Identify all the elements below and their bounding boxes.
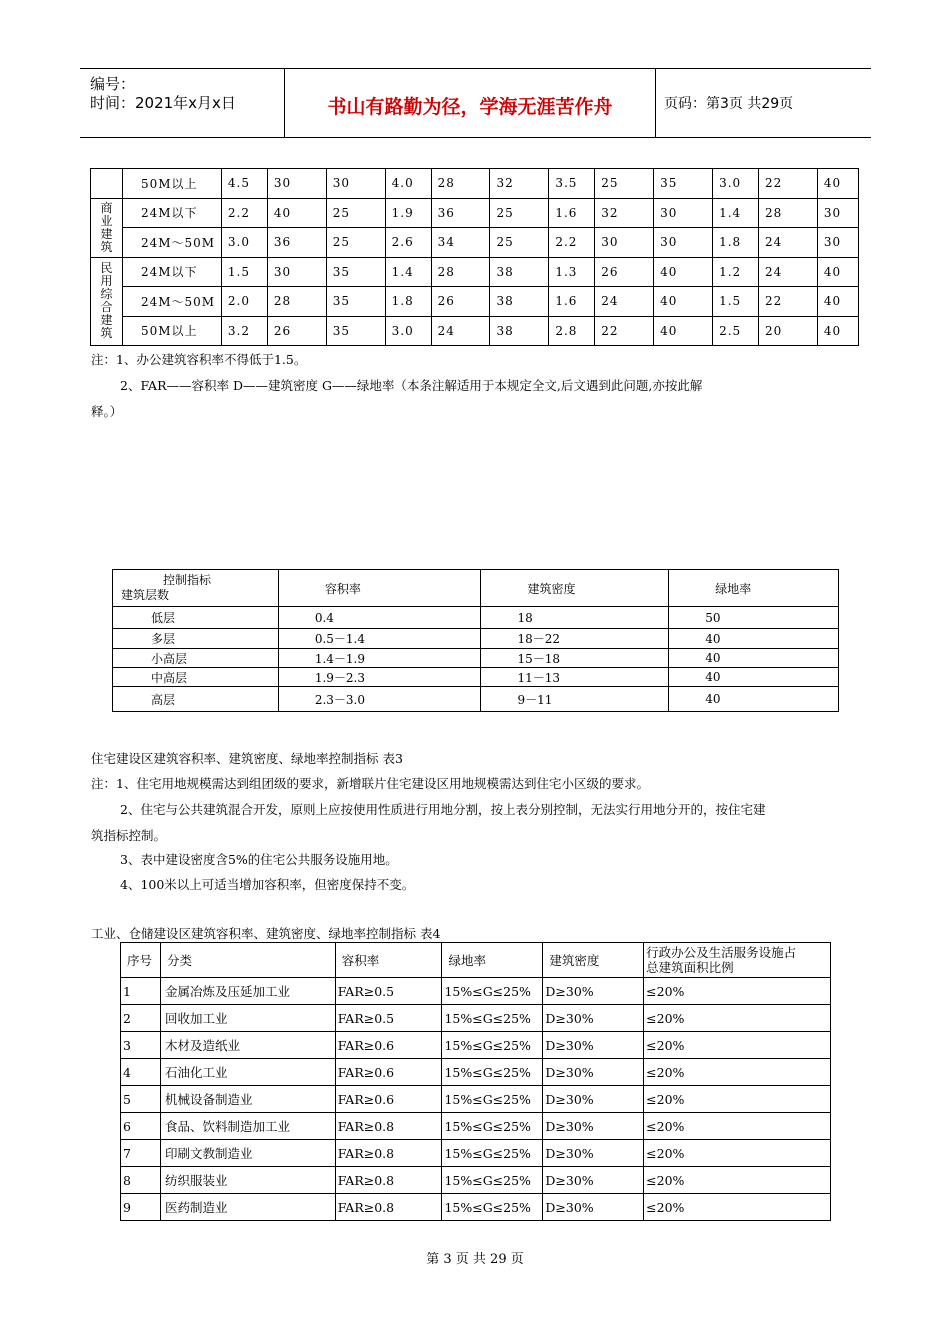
column-header: 容积率	[335, 943, 442, 978]
cell-value: 30	[595, 228, 654, 258]
cell-category: 石油化工业	[160, 1059, 335, 1086]
cell-value: 25	[326, 228, 385, 258]
table1-note-2: 2、FAR——容积率 D——建筑密度 G——绿地率（本条注解适用于本规定全文,后文遇到此问题,亦按此解	[120, 378, 703, 393]
cell-no: 9	[121, 1194, 161, 1221]
cell-value: 24	[431, 316, 490, 346]
cell-far: FAR≥0.6	[335, 1086, 442, 1113]
cell-value: 3.2	[221, 316, 267, 346]
cell-no: 7	[121, 1140, 161, 1167]
cell-density: 9－11	[481, 687, 669, 712]
cell-value: 22	[595, 316, 654, 346]
table-row	[91, 257, 859, 287]
cell-value: 24	[759, 228, 818, 258]
cell-value: 40	[654, 316, 713, 346]
cell-ratio: ≤20%	[644, 1086, 831, 1113]
cell-value: 1.6	[549, 198, 595, 228]
column-header: 分类	[160, 943, 335, 978]
cell-value: 40	[817, 287, 858, 317]
table-row	[121, 1167, 831, 1194]
cell-ratio: ≤20%	[644, 1032, 831, 1059]
cell-density: D≥30%	[543, 1113, 644, 1140]
cell-far: FAR≥0.6	[335, 1059, 442, 1086]
cell-far: FAR≥0.8	[335, 1194, 442, 1221]
cell-green: 15%≤G≤25%	[442, 978, 543, 1005]
cell-value: 28	[759, 198, 818, 228]
cell-green: 40	[669, 687, 839, 712]
cell-green: 15%≤G≤25%	[442, 1140, 543, 1167]
column-header: 绿地率	[669, 570, 839, 607]
table1-note-3: 释。）	[91, 404, 123, 419]
cell-value: 1.5	[221, 257, 267, 287]
cell-far: FAR≥0.8	[335, 1113, 442, 1140]
cell-ratio: ≤20%	[644, 1059, 831, 1086]
cell-far: FAR≥0.6	[335, 1032, 442, 1059]
cell-value: 2.2	[549, 228, 595, 258]
cell-value: 30	[817, 198, 858, 228]
cell-density: D≥30%	[543, 978, 644, 1005]
table-residential-indicators	[112, 569, 839, 712]
cell-no: 6	[121, 1113, 161, 1140]
cell-value: 28	[267, 287, 326, 317]
cell-value: 1.3	[549, 257, 595, 287]
table-row	[91, 198, 859, 228]
table-row	[91, 287, 859, 317]
cell-far: FAR≥0.5	[335, 978, 442, 1005]
cell-far: 1.9－2.3	[278, 668, 481, 687]
cell-ratio: ≤20%	[644, 1005, 831, 1032]
table-row	[113, 629, 839, 649]
cell-value: 24	[595, 287, 654, 317]
row-label: 小高层	[113, 649, 279, 668]
table2-note-4: 3、表中建设密度含5%的住宅公共服务设施用地。	[120, 852, 398, 867]
table1-note-1: 注：1、办公建筑容积率不得低于1.5。	[91, 352, 307, 367]
cell-green: 15%≤G≤25%	[442, 1059, 543, 1086]
cell-value: 38	[490, 287, 549, 317]
cell-value: 40	[817, 257, 858, 287]
column-header: 容积率	[278, 570, 481, 607]
cell-value: 30	[326, 169, 385, 199]
header-page-cell	[656, 69, 871, 137]
cell-value: 30	[817, 228, 858, 258]
table-row	[121, 1032, 831, 1059]
group-label-text: 商业建筑	[100, 200, 113, 254]
cell-density: 15－18	[481, 649, 669, 668]
row-label: 多层	[113, 629, 279, 649]
page-footer: 第 3 页 共 29 页	[426, 1252, 524, 1267]
cell-value: 3.0	[713, 169, 759, 199]
cell-value: 36	[431, 198, 490, 228]
cell-far: 2.3－3.0	[278, 687, 481, 712]
cell-density: D≥30%	[543, 1194, 644, 1221]
number-label: 编号：	[90, 75, 136, 93]
cell-value: 38	[490, 316, 549, 346]
group-label	[91, 257, 123, 346]
column-header: 绿地率	[442, 943, 543, 978]
header-bottom-label: 建筑层数	[121, 588, 170, 602]
cell-category: 机械设备制造业	[160, 1086, 335, 1113]
table-row	[91, 169, 859, 199]
cell-ratio: ≤20%	[644, 1113, 831, 1140]
cell-far: 0.5－1.4	[278, 629, 481, 649]
page-header	[80, 68, 871, 138]
cell-far: FAR≥0.8	[335, 1140, 442, 1167]
cell-category: 纺织服装业	[160, 1167, 335, 1194]
cell-value: 30	[654, 198, 713, 228]
cell-no: 8	[121, 1167, 161, 1194]
row-label: 24M以下	[122, 257, 221, 287]
cell-value: 2.2	[221, 198, 267, 228]
row-label: 24M以下	[122, 198, 221, 228]
cell-value: 22	[759, 169, 818, 199]
table-industrial-indicators	[120, 942, 831, 1221]
cell-density: D≥30%	[543, 1032, 644, 1059]
cell-density: D≥30%	[543, 1086, 644, 1113]
cell-value: 35	[654, 169, 713, 199]
cell-value: 1.4	[385, 257, 431, 287]
cell-value: 28	[431, 257, 490, 287]
cell-value: 30	[267, 257, 326, 287]
cell-category: 回收加工业	[160, 1005, 335, 1032]
table-row	[113, 687, 839, 712]
table2-note-5: 4、100米以上可适当增加容积率，但密度保持不变。	[120, 877, 415, 892]
cell-green: 15%≤G≤25%	[442, 1113, 543, 1140]
column-header: 建筑密度	[543, 943, 644, 978]
cell-density: 11－13	[481, 668, 669, 687]
cell-value: 28	[431, 169, 490, 199]
cell-no: 3	[121, 1032, 161, 1059]
table2-note-2: 2、住宅与公共建筑混合开发，原则上应按使用性质进行用地分割，按上表分别控制，无法实行用地分开的，按住宅建	[120, 802, 766, 817]
table-row	[121, 1194, 831, 1221]
cell-value: 35	[326, 257, 385, 287]
table4-caption: 工业、仓储建设区建筑容积率、建筑密度、绿地率控制指标 表4	[91, 926, 441, 941]
cell-no: 5	[121, 1086, 161, 1113]
cell-value: 25	[595, 169, 654, 199]
cell-green: 15%≤G≤25%	[442, 1086, 543, 1113]
cell-value: 32	[595, 198, 654, 228]
cell-value: 3.0	[221, 228, 267, 258]
cell-density: D≥30%	[543, 1140, 644, 1167]
page-label: 页码：第3页 共29页	[664, 96, 794, 112]
cell-value: 35	[326, 287, 385, 317]
cell-category: 食品、饮料制造加工业	[160, 1113, 335, 1140]
row-label: 24M～50M	[122, 287, 221, 317]
header-motto-cell	[285, 69, 656, 137]
row-label: 高层	[113, 687, 279, 712]
cell-value: 38	[490, 257, 549, 287]
cell-far: 1.4－1.9	[278, 649, 481, 668]
cell-green: 40	[669, 668, 839, 687]
cell-value: 26	[431, 287, 490, 317]
cell-value: 32	[490, 169, 549, 199]
cell-value: 26	[595, 257, 654, 287]
cell-ratio: ≤20%	[644, 978, 831, 1005]
table-row	[121, 1059, 831, 1086]
header-meta-cell	[80, 69, 285, 137]
row-label: 低层	[113, 607, 279, 629]
cell-value: 2.6	[385, 228, 431, 258]
cell-green: 40	[669, 629, 839, 649]
cell-value: 40	[654, 287, 713, 317]
cell-green: 15%≤G≤25%	[442, 1032, 543, 1059]
cell-value: 35	[326, 316, 385, 346]
table-row	[121, 1086, 831, 1113]
cell-value: 25	[490, 228, 549, 258]
cell-value: 25	[326, 198, 385, 228]
cell-density: 18	[481, 607, 669, 629]
cell-no: 2	[121, 1005, 161, 1032]
cell-value: 24	[759, 257, 818, 287]
cell-far: 0.4	[278, 607, 481, 629]
cell-value: 36	[267, 228, 326, 258]
cell-category: 金属冶炼及压延加工业	[160, 978, 335, 1005]
cell-far: FAR≥0.5	[335, 1005, 442, 1032]
cell-density: D≥30%	[543, 1005, 644, 1032]
cell-value: 1.9	[385, 198, 431, 228]
cell-value: 1.4	[713, 198, 759, 228]
cell-value: 3.5	[549, 169, 595, 199]
cell-ratio: ≤20%	[644, 1167, 831, 1194]
cell-green: 40	[669, 649, 839, 668]
cell-category: 木材及造纸业	[160, 1032, 335, 1059]
cell-value: 1.8	[385, 287, 431, 317]
cell-value: 2.8	[549, 316, 595, 346]
cell-value: 40	[267, 198, 326, 228]
cell-value: 22	[759, 287, 818, 317]
cell-value: 40	[817, 316, 858, 346]
table2-note-1: 注：1、住宅用地规模需达到组团级的要求，新增联片住宅建设区用地规模需达到住宅小区级的要求。	[91, 776, 649, 791]
ratio-header-line1: 行政办公及生活服务设施占	[646, 945, 797, 960]
cell-no: 1	[121, 978, 161, 1005]
column-header-ratio	[644, 943, 831, 978]
cell-ratio: ≤20%	[644, 1140, 831, 1167]
group-label-text: 民用综合建筑	[100, 261, 113, 341]
cell-value: 1.2	[713, 257, 759, 287]
table-row	[113, 649, 839, 668]
group-label	[91, 198, 123, 257]
group-blank-cell	[91, 169, 123, 199]
cell-value: 30	[654, 228, 713, 258]
cell-value: 2.5	[713, 316, 759, 346]
cell-value: 4.0	[385, 169, 431, 199]
cell-value: 1.5	[713, 287, 759, 317]
cell-value: 4.5	[221, 169, 267, 199]
cell-value: 2.0	[221, 287, 267, 317]
table-row	[113, 607, 839, 629]
table3-caption: 住宅建设区建筑容积率、建筑密度、绿地率控制指标 表3	[91, 751, 403, 766]
row-label: 50M以上	[122, 169, 221, 199]
cell-green: 15%≤G≤25%	[442, 1167, 543, 1194]
cell-category: 印刷文教制造业	[160, 1140, 335, 1167]
cell-green: 15%≤G≤25%	[442, 1005, 543, 1032]
table-row	[113, 668, 839, 687]
header-top-label: 控制指标	[163, 573, 212, 587]
column-header: 序号	[121, 943, 161, 978]
table-row	[121, 1140, 831, 1167]
cell-value: 40	[654, 257, 713, 287]
table-row	[91, 316, 859, 346]
cell-value: 20	[759, 316, 818, 346]
cell-value: 25	[490, 198, 549, 228]
table-row	[121, 978, 831, 1005]
column-header: 建筑密度	[481, 570, 669, 607]
motto: 书山有路勤为径，学海无涯苦作舟	[327, 96, 613, 118]
cell-value: 1.6	[549, 287, 595, 317]
cell-far: FAR≥0.8	[335, 1167, 442, 1194]
cell-no: 4	[121, 1059, 161, 1086]
table2-note-3: 筑指标控制。	[91, 828, 167, 843]
table-row	[121, 1113, 831, 1140]
cell-value: 3.0	[385, 316, 431, 346]
cell-density: D≥30%	[543, 1059, 644, 1086]
cell-value: 1.8	[713, 228, 759, 258]
cell-density: D≥30%	[543, 1167, 644, 1194]
cell-ratio: ≤20%	[644, 1194, 831, 1221]
cell-value: 26	[267, 316, 326, 346]
row-label: 中高层	[113, 668, 279, 687]
row-label: 24M～50M	[122, 228, 221, 258]
cell-green: 50	[669, 607, 839, 629]
cell-value: 30	[267, 169, 326, 199]
cell-value: 40	[817, 169, 858, 199]
table-row	[121, 1005, 831, 1032]
table2-corner-header	[113, 570, 279, 607]
table-row	[91, 228, 859, 258]
cell-green: 15%≤G≤25%	[442, 1194, 543, 1221]
row-label: 50M以上	[122, 316, 221, 346]
cell-density: 18－22	[481, 629, 669, 649]
time-label: 时间：2021年x月x日	[90, 94, 236, 112]
cell-category: 医药制造业	[160, 1194, 335, 1221]
ratio-header-line2: 总建筑面积比例	[646, 960, 734, 975]
table-building-indicators	[90, 168, 859, 346]
cell-value: 34	[431, 228, 490, 258]
